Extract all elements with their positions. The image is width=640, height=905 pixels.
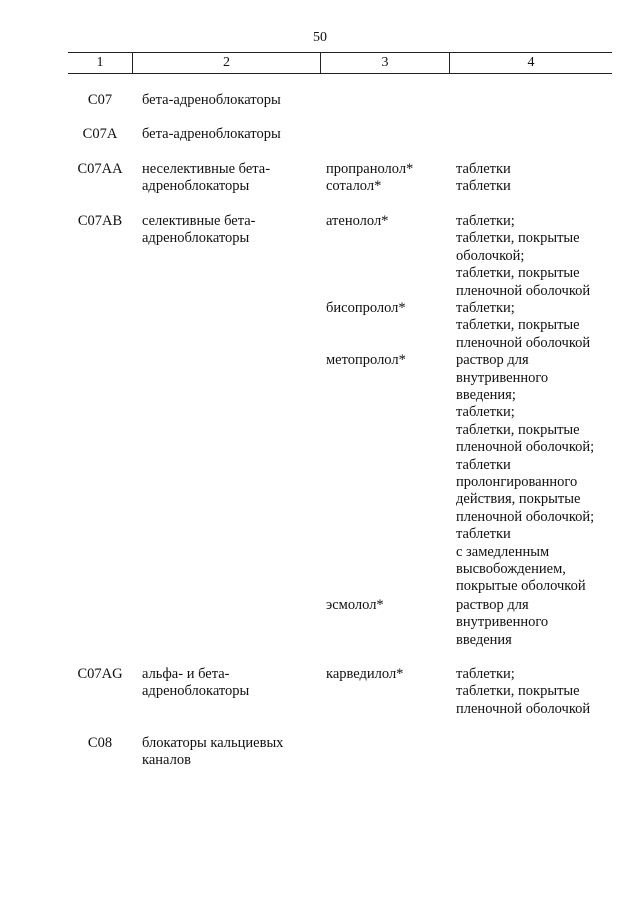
atc-code: C07A [82,126,118,142]
dosage-form: таблетки [456,161,511,177]
drug-name: пропранолол* [326,161,414,177]
table-header [68,52,612,74]
atc-code: C07AB [77,213,123,229]
dosage-form: таблетки [456,526,511,543]
dosage-form: внутривенного [456,614,549,631]
drug-name: атенолол* [326,213,389,229]
dosage-form: таблетки, покрытые [456,265,580,282]
dosage-form: таблетки; [456,300,515,316]
dosage-form: действия, покрытые [456,491,581,508]
group-name: бета-адреноблокаторы [142,126,281,142]
dosage-form: таблетки; [456,666,515,682]
dosage-form: пленочной оболочкой [456,282,591,299]
group-name: неселективные бета- [142,161,271,177]
drug-name: бисопролол* [326,300,406,316]
dosage-form: пленочной оболочкой; [456,439,595,456]
dosage-form: оболочкой; [456,247,525,264]
group-name: селективные бета- [142,213,256,229]
group-name: бета-адреноблокаторы [142,92,281,108]
dosage-form: таблетки, покрытые [456,317,580,334]
dosage-form: таблетки; [456,404,515,421]
drug-name: карведилол* [326,666,404,682]
page-number: 50 [313,30,327,45]
dosage-form: таблетки, покрытые [456,230,580,247]
dosage-form: таблетки, покрытые [456,683,580,700]
dosage-form: пленочной оболочкой [456,334,591,351]
dosage-form: раствор для [456,597,529,613]
atc-code: C08 [87,735,113,751]
column-header-1: 1 [96,55,104,70]
drug-name: эсмолол* [326,597,384,613]
atc-code: C07 [87,92,113,108]
column-header-3: 3 [381,55,389,70]
drug-name: соталол* [326,178,382,195]
dosage-form: пролонгированного [456,474,578,490]
atc-code: C07AA [77,161,123,177]
group-name: адреноблокаторы [142,178,250,195]
group-name: каналов [142,752,191,769]
dosage-form: таблетки; [456,213,515,229]
group-name: адреноблокаторы [142,683,250,700]
group-name: альфа- и бета- [142,666,230,682]
dosage-form: высвобождением, [456,561,566,577]
column-header-2: 2 [223,55,230,70]
drug-name: метопролол* [326,352,406,369]
dosage-form: покрытые оболочкой [456,578,586,595]
dosage-form: пленочной оболочкой; [456,508,595,525]
group-name: адреноблокаторы [142,230,250,247]
atc-code: C07AG [77,666,123,682]
dosage-form: раствор для [456,352,529,369]
column-header-4: 4 [527,55,535,70]
dosage-form: с замедленным [456,543,550,560]
dosage-form: внутривенного [456,369,549,386]
dosage-form: введения [456,631,512,648]
dosage-form: таблетки [456,456,511,473]
dosage-form: таблетки, покрытые [456,421,580,438]
dosage-form: введения; [456,387,516,403]
dosage-form: пленочной оболочкой [456,700,591,717]
group-name: блокаторы кальциевых [142,735,284,751]
dosage-form: таблетки [456,178,511,195]
